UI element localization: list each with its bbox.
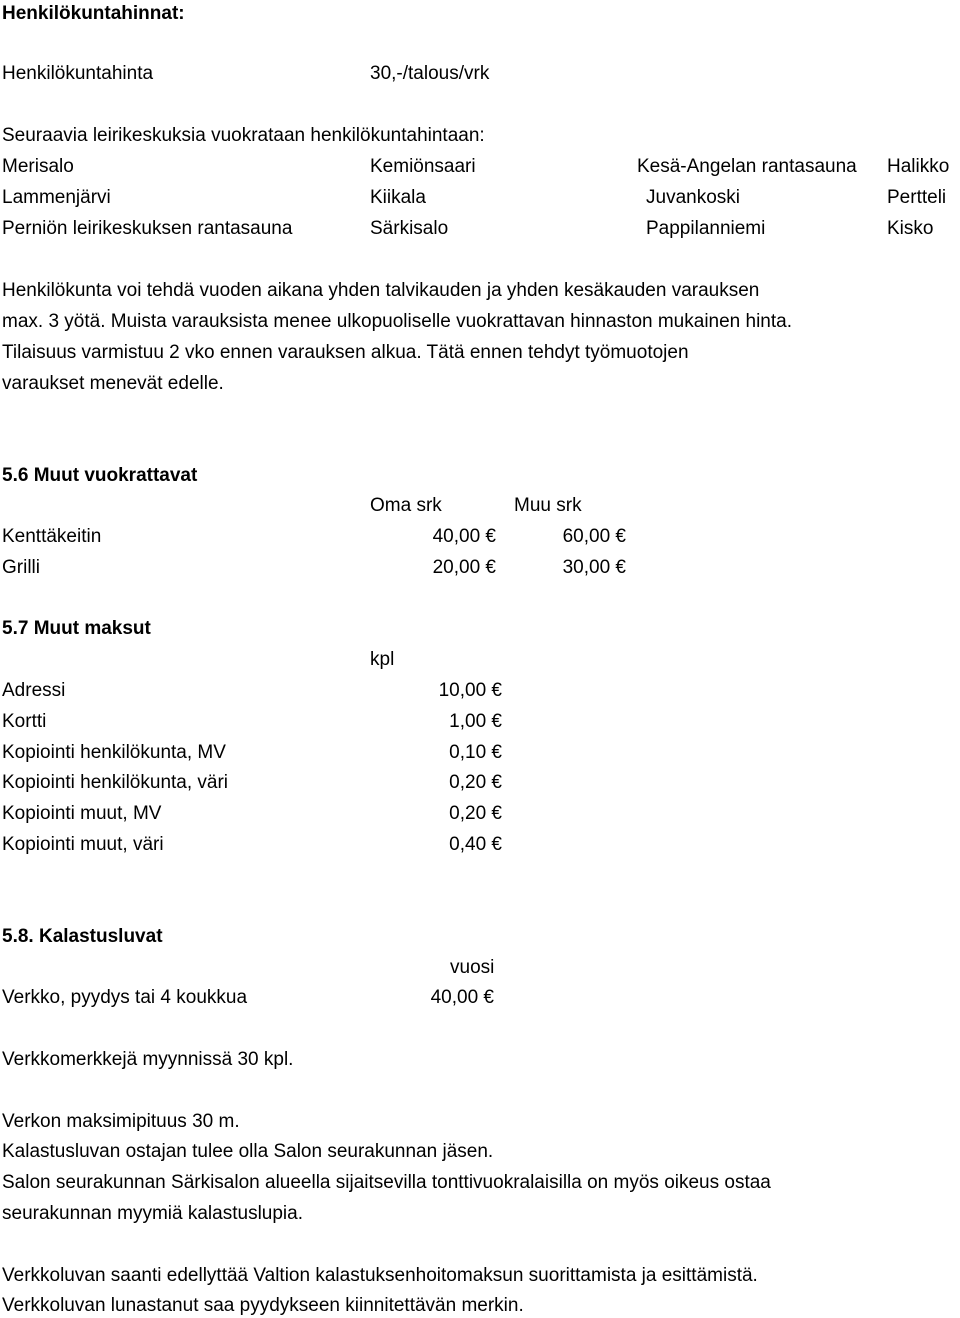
fee-item-price: 10,00 € — [438, 680, 502, 701]
fee-item-label: Kopiointi muut, väri — [2, 834, 164, 855]
fee-item-label: Adressi — [2, 680, 66, 701]
fee-item-label: Kopiointi muut, MV — [2, 803, 162, 824]
net-tags-note: Verkkomerkkejä myynnissä 30 kpl. — [2, 1049, 294, 1070]
centers-intro: Seuraavia leirikeskuksia vuokrataan henkilökuntahintaan: — [2, 125, 485, 146]
center-name: Juvankoski — [646, 187, 740, 208]
column-header-kpl: kpl — [370, 649, 395, 670]
rental-item-muu-price: 30,00 € — [562, 557, 626, 578]
fee-item-price: 1,00 € — [449, 711, 502, 732]
center-name: Kisko — [887, 218, 934, 239]
fee-item-price: 0,40 € — [449, 834, 502, 855]
fishing-info-line: Verkon maksimipituus 30 m. — [2, 1111, 240, 1132]
henkilokunta-price-label: Henkilökuntahinta — [2, 63, 154, 84]
column-header-muu-srk: Muu srk — [514, 495, 582, 516]
fee-item-label: Kopiointi henkilökunta, väri — [2, 772, 229, 793]
center-name: Kiikala — [370, 187, 426, 208]
section-heading-muut-vuokrattavat: 5.6 Muut vuokrattavat — [2, 465, 198, 486]
center-name: Lammenjärvi — [2, 187, 111, 208]
center-name: Halikko — [887, 156, 950, 177]
paragraph-line: max. 3 yötä. Muista varauksista menee ulkopuoliselle vuokrattavan hinnaston mukainen hinta. — [2, 311, 792, 332]
rental-item-muu-price: 60,00 € — [562, 526, 626, 547]
center-name: Särkisalo — [370, 218, 449, 239]
paragraph-line: Henkilökunta voi tehdä vuoden aikana yhden talvikauden ja yhden kesäkauden varauksen — [2, 280, 760, 301]
fee-item-price: 0,10 € — [449, 742, 502, 763]
fishing-final-line: Verkkoluvan saanti edellyttää Valtion kalastuksenhoitomaksun suorittamista ja esittämistä. — [2, 1265, 758, 1286]
section-heading-muut-maksut: 5.7 Muut maksut — [2, 618, 151, 639]
section-heading-kalastusluvat: 5.8. Kalastusluvat — [2, 926, 163, 947]
center-name: Merisalo — [2, 156, 74, 177]
fishing-permit-label: Verkko, pyydys tai 4 koukkua — [2, 987, 248, 1008]
center-name: Pertteli — [887, 187, 947, 208]
paragraph-line: Tilaisuus varmistuu 2 vko ennen varauksen alkua. Tätä ennen tehdyt työmuotojen — [2, 342, 689, 363]
fee-item-label: Kortti — [2, 711, 47, 732]
henkilokunta-price-value: 30,-/talous/vrk — [370, 63, 490, 84]
fee-item-price: 0,20 € — [449, 803, 502, 824]
center-name: Kemiönsaari — [370, 156, 476, 177]
fishing-info-line: seurakunnan myymiä kalastuslupia. — [2, 1203, 303, 1224]
column-header-vuosi: vuosi — [450, 957, 495, 978]
fishing-permit-price: 40,00 € — [430, 987, 494, 1008]
center-name: Perniön leirikeskuksen rantasauna — [2, 218, 293, 239]
fishing-info-line: Kalastusluvan ostajan tulee olla Salon seurakunnan jäsen. — [2, 1141, 494, 1162]
rental-item-label: Kenttäkeitin — [2, 526, 102, 547]
center-name: Kesä-Angelan rantasauna — [637, 156, 857, 177]
fee-item-label: Kopiointi henkilökunta, MV — [2, 742, 226, 763]
rental-item-oma-price: 40,00 € — [432, 526, 496, 547]
henkilokunta-heading: Henkilökuntahinnat: — [2, 3, 185, 24]
column-header-oma-srk: Oma srk — [370, 495, 442, 516]
rental-item-label: Grilli — [2, 557, 40, 578]
fee-item-price: 0,20 € — [449, 772, 502, 793]
center-name: Pappilanniemi — [646, 218, 766, 239]
rental-item-oma-price: 20,00 € — [432, 557, 496, 578]
fishing-info-line: Salon seurakunnan Särkisalon alueella sijaitsevilla tonttivuokralaisilla on myös oikeus ostaa — [2, 1172, 771, 1193]
paragraph-line: varaukset menevät edelle. — [2, 373, 224, 394]
fishing-final-line: Verkkoluvan lunastanut saa pyydykseen kiinnitettävän merkin. — [2, 1295, 524, 1316]
